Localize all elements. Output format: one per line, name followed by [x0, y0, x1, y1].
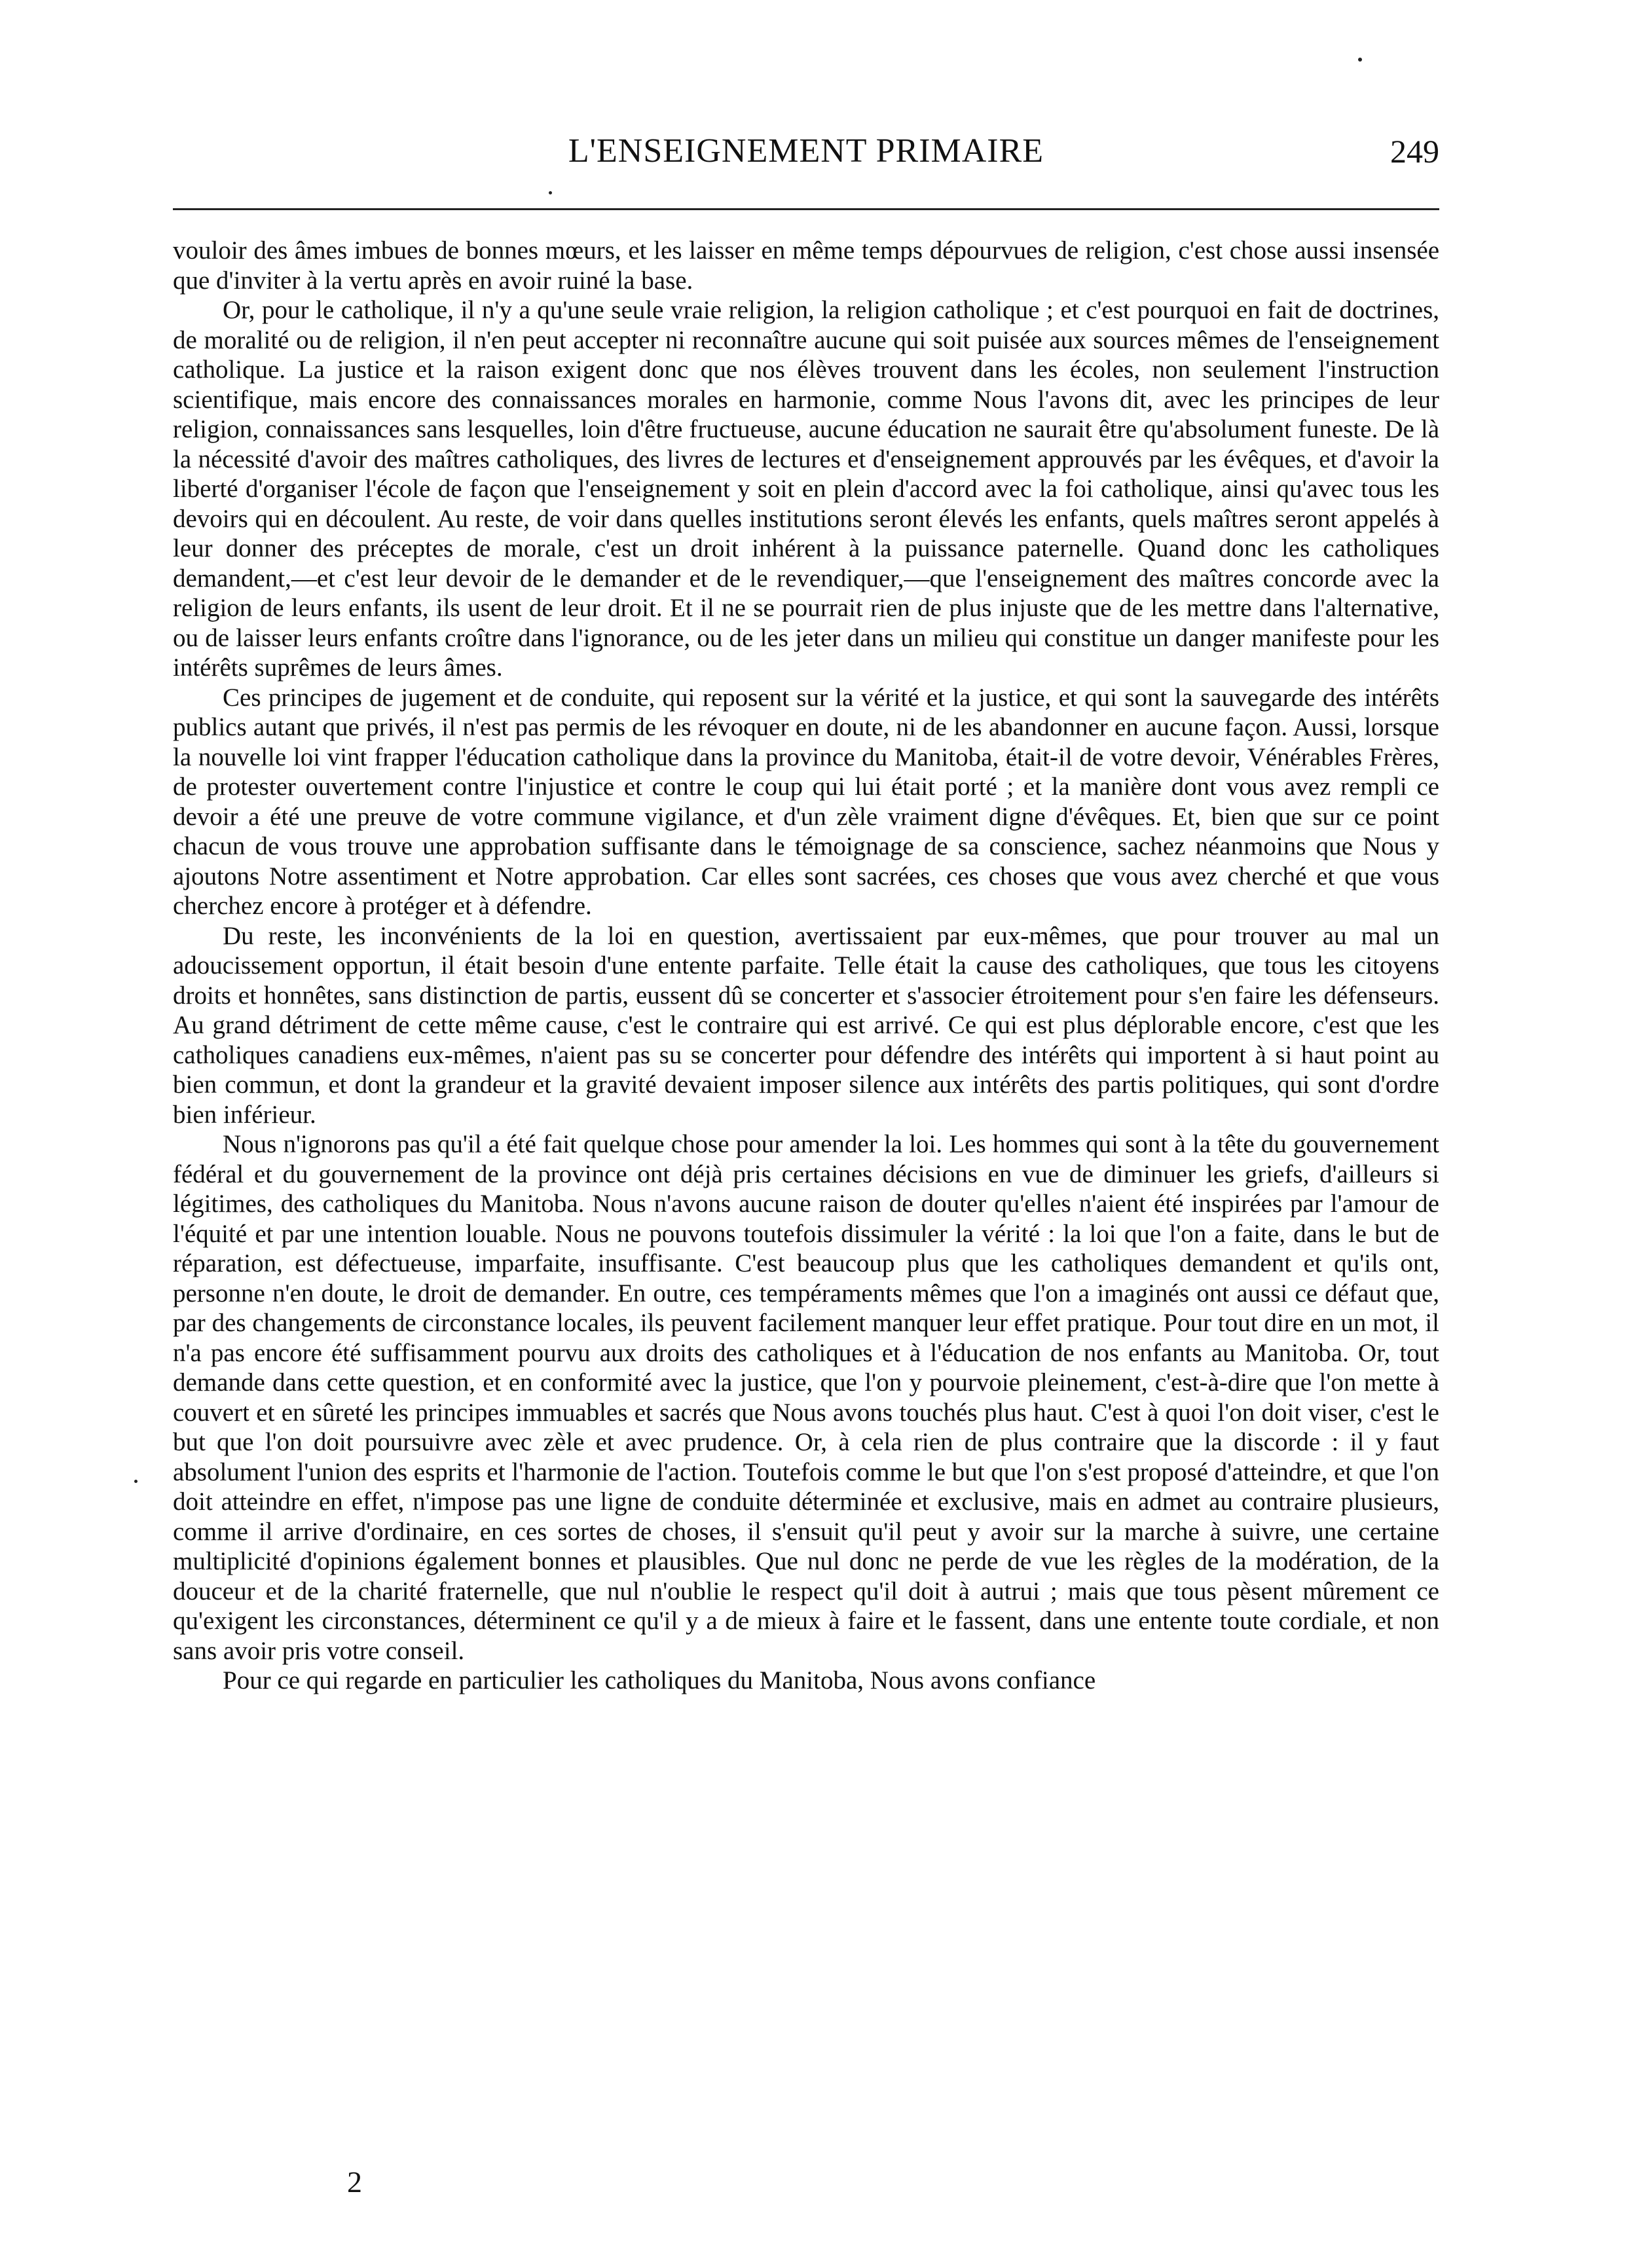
- body-text: [173, 236, 1439, 2141]
- paragraph: vouloir des âmes imbues de bonnes mœurs, et les laisser en même temps dépourvues de religion, c'est chose aussi insensée que d'inviter à la vertu après en avoir ruiné la base.: [173, 236, 1439, 295]
- paragraph: Du reste, les inconvénients de la loi en question, avertissaient par eux-mêmes, que pour trouver au mal un adoucissement opportun, il était besoin d'une entente parfaite. Telle était la cause des catholiques, que tous les citoyens droits et honnêtes, sans distinction de partis, eussent dû se concerter et s'associer étroitement pour s'en faire les défenseurs. Au grand détriment de cette même cause, c'est le contraire qui est arrivé. Ce qui est plus déplorable encore, c'est que les catholiques canadiens eux-mêmes, n'aient pas su se concerter pour défendre des intérêts qui importent à si haut point au bien commun, et dont la grandeur et la gravité devaient imposer silence aux intérêts des partis politiques, qui sont d'ordre bien inférieur.: [173, 921, 1439, 1129]
- ink-speck: [549, 191, 552, 194]
- page-number: 249: [1390, 133, 1439, 170]
- running-title: L'ENSEIGNEMENT PRIMAIRE: [568, 132, 1044, 170]
- paragraph: Ces principes de jugement et de conduite, qui reposent sur la vérité et la justice, et qui sont la sauvegarde des intérêts publics autant que privés, il n'est pas permis de les révoquer en doute, ni de les abandonner en aucune façon. Aussi, lorsque la nouvelle loi vint frapper l'éducation catholique dans la province du Manitoba, était-il de votre devoir, Vénérables Frères, de protester ouvertement contre l'injustice et contre le coup qui lui était porté ; et la manière dont vous avez rempli ce devoir a été une preuve de votre commune vigilance, et d'un zèle vraiment digne d'évêques. Et, bien que sur ce point chacun de vous trouve une approbation suffisante dans le témoignage de sa conscience, sachez néanmoins que Nous y ajoutons Notre assentiment et Notre approbation. Car elles sont sacrées, ces choses que vous avez cherché et que vous cherchez encore à protéger et à défendre.: [173, 683, 1439, 920]
- paragraph: Pour ce qui regarde en particulier les catholiques du Manitoba, Nous avons confiance: [223, 1666, 1096, 1694]
- paragraph: Or, pour le catholique, il n'y a qu'une seule vraie religion, la religion catholique ; et c'est pourquoi en fait de doctrines, de moralité ou de religion, il n'en peut accepter ni reconnaître aucune qui soit puisée aux sources mêmes de l'enseignement catholique. La justice et la raison exigent donc que nos élèves trouvent dans les écoles, non seulement l'instruction scientifique, mais encore des connaissances morales en harmonie, comme Nous l'avons dit, avec les principes de leur religion, connaissances sans lesquelles, loin d'être fructueuse, aucune éducation ne saurait être qu'absolument funeste. De là la nécessité d'avoir des maîtres catholiques, des livres de lectures et d'enseignement approuvés par les évêques, et d'avoir la liberté d'organiser l'école de façon que l'enseignement y soit en plein d'accord avec la foi catholique, ainsi qu'avec tous les devoirs qui en découlent. Au reste, de voir dans quelles institutions seront élevés les enfants, quels maîtres seront appelés à leur donner des préceptes de morale, c'est un droit inhérent à la puissance paternelle. Quand donc les catholiques demandent,—et c'est leur devoir de le demander et de le revendiquer,—que l'enseignement des maîtres concorde avec la religion de leurs enfants, ils usent de leur droit. Et il ne se pourrait rien de plus injuste que de les mettre dans l'alternative, ou de laisser leurs enfants croître dans l'ignorance, ou de les jeter dans un milieu qui constitue un danger manifeste pour les intérêts suprêmes de leurs âmes.: [173, 296, 1439, 682]
- signature-mark: 2: [347, 2165, 362, 2199]
- paragraph: Nous n'ignorons pas qu'il a été fait quelque chose pour amender la loi. Les hommes qui sont à la tête du gouvernement fédéral et du gouvernement de la province ont déjà pris certaines décisions en vue de diminuer les griefs, d'ailleurs si légitimes, des catholiques du Manitoba. Nous n'avons aucune raison de douter qu'elles n'aient été inspirées par l'amour de l'équité et par une intention louable. Nous ne pouvons toutefois dissimuler la vérité : la loi que l'on a faite, dans le but de réparation, est défectueuse, imparfaite, insuffisante. C'est beaucoup plus que les catholiques demandent et qu'ils ont, personne n'en doute, le droit de demander. En outre, ces tempéraments mêmes que l'on a imaginés ont aussi ce défaut que, par des changements de circonstance locales, ils peuvent facilement manquer leur effet pratique. Pour tout dire en un mot, il n'a pas encore été suffisamment pourvu aux droits des catholiques et à l'éducation de nos enfants au Manitoba. Or, tout demande dans cette question, et en conformité avec la justice, que l'on y pourvoie pleinement, c'est-à-dire que l'on mette à couvert et en sûreté les principes immuables et sacrés que Nous avons touchés plus haut. C'est à quoi l'on doit viser, c'est le but que l'on doit poursuivre avec zèle et avec prudence. Or, à cela rien de plus contraire que la discorde : il y faut absolument l'union des esprits et l'harmonie de l'action. Toutefois comme le but que l'on s'est proposé d'atteindre, et que l'on doit atteindre en effet, n'impose pas une ligne de conduite déterminée et exclusive, mais en admet au contraire plusieurs, comme il arrive d'ordinaire, en ces sortes de choses, il s'ensuit qu'il peut y avoir sur la marche à suivre, une certaine multiplicité d'opinions également bonnes et plausibles. Que nul donc ne perde de vue les règles de la modération, de la douceur et de la charité fraternelle, que nul n'oublie le respect qu'il doit à autrui ; mais que tous pèsent mûrement ce qu'exigent les circonstances, déterminent ce qu'il y a de mieux à faire et le fassent, dans une entente toute cordiale, et non sans avoir pris votre conseil.: [173, 1130, 1439, 1665]
- ink-speck: [1358, 58, 1362, 62]
- page-header: [173, 128, 1439, 174]
- header-rule: [173, 208, 1439, 210]
- ink-speck: [134, 1480, 138, 1483]
